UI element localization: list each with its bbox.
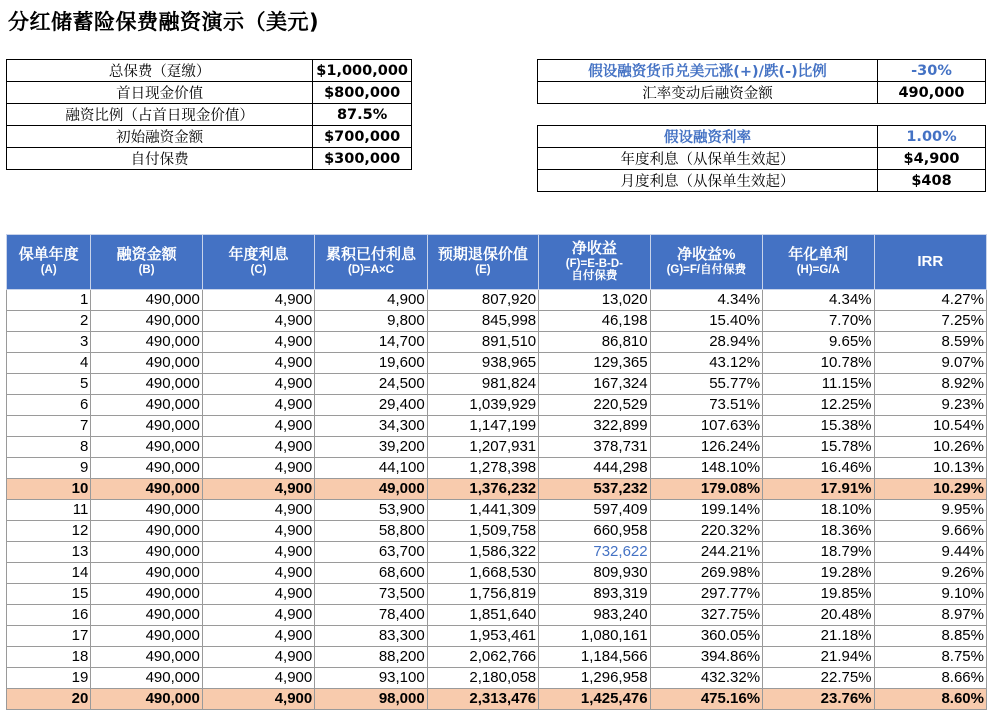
column-header — [202, 235, 314, 290]
summary-label: 总保费（趸缴） — [7, 60, 313, 82]
table-cell: 49,000 — [315, 479, 427, 500]
table-cell: 1,376,232 — [427, 479, 538, 500]
table-cell: 107.63% — [650, 416, 762, 437]
table-cell: 19.28% — [763, 563, 874, 584]
column-header-formula: (A) — [40, 263, 57, 276]
column-header-formula: (E) — [475, 263, 491, 276]
table-cell: 9.65% — [763, 332, 874, 353]
rate-row — [538, 126, 986, 148]
table-cell: 5 — [7, 374, 91, 395]
summary-row — [7, 148, 412, 170]
rate-assumption-table — [537, 125, 986, 192]
table-cell: 9.26% — [874, 563, 986, 584]
page-title: 分红储蓄险保费融资演示（美元) — [8, 10, 320, 34]
table-cell: 4.34% — [650, 290, 762, 311]
table-cell: 4,900 — [202, 332, 314, 353]
table-cell: 4,900 — [202, 626, 314, 647]
table-cell: 21.18% — [763, 626, 874, 647]
table-cell: 15 — [7, 584, 91, 605]
column-header-formula: (H)=G/A — [796, 263, 840, 276]
table-cell: 63,700 — [315, 542, 427, 563]
table-cell: 167,324 — [539, 374, 650, 395]
table-cell: 1,296,958 — [539, 668, 650, 689]
table-cell: 20 — [7, 689, 91, 710]
table-cell: 490,000 — [91, 290, 202, 311]
table-cell: 327.75% — [650, 605, 762, 626]
table-cell: 845,998 — [427, 311, 538, 332]
table-cell: 21.94% — [763, 647, 874, 668]
rate-value: $4,900 — [878, 148, 986, 170]
fx-value: 490,000 — [878, 82, 986, 104]
table-cell: 83,300 — [315, 626, 427, 647]
rate-label: 年度利息（从保单生效起） — [538, 148, 878, 170]
column-header — [539, 235, 650, 290]
table-cell: 29,400 — [315, 395, 427, 416]
table-cell: 17 — [7, 626, 91, 647]
table-cell: 490,000 — [91, 647, 202, 668]
rate-value: 1.00% — [878, 126, 986, 148]
table-cell: 126.24% — [650, 437, 762, 458]
table-cell: 10 — [7, 479, 91, 500]
column-header — [7, 235, 91, 290]
table-cell: 4,900 — [202, 374, 314, 395]
rate-row — [538, 148, 986, 170]
table-cell: 98,000 — [315, 689, 427, 710]
table-cell: 490,000 — [91, 374, 202, 395]
table-cell: 179.08% — [650, 479, 762, 500]
table-cell: 490,000 — [91, 437, 202, 458]
column-header-formula: (D)=A×C — [347, 263, 394, 276]
table-cell: 490,000 — [91, 458, 202, 479]
table-cell: 322,899 — [539, 416, 650, 437]
table-cell: 78,400 — [315, 605, 427, 626]
table-cell: 732,622 — [539, 542, 650, 563]
table-cell: 269.98% — [650, 563, 762, 584]
column-header-title: 年度利息 — [228, 246, 289, 264]
fx-row — [538, 82, 986, 104]
table-cell: 660,958 — [539, 521, 650, 542]
table-row — [7, 521, 987, 542]
table-row — [7, 353, 987, 374]
table-cell: 23.76% — [763, 689, 874, 710]
table-row — [7, 311, 987, 332]
table-cell: 9,800 — [315, 311, 427, 332]
table-cell: 244.21% — [650, 542, 762, 563]
table-cell: 490,000 — [91, 500, 202, 521]
table-cell: 15.78% — [763, 437, 874, 458]
rate-row — [538, 170, 986, 192]
table-cell: 490,000 — [91, 605, 202, 626]
table-cell: 88,200 — [315, 647, 427, 668]
table-cell: 360.05% — [650, 626, 762, 647]
table-cell: 220.32% — [650, 521, 762, 542]
table-cell: 10.78% — [763, 353, 874, 374]
table-cell: 73,500 — [315, 584, 427, 605]
table-cell: 16 — [7, 605, 91, 626]
table-cell: 18 — [7, 647, 91, 668]
table-cell: 8.97% — [874, 605, 986, 626]
fx-row — [538, 60, 986, 82]
column-header-title: 预期退保价值 — [437, 246, 528, 264]
fx-value: -30% — [878, 60, 986, 82]
table-cell: 4,900 — [315, 290, 427, 311]
table-cell: 1,278,398 — [427, 458, 538, 479]
table-row — [7, 437, 987, 458]
table-cell: 4,900 — [202, 290, 314, 311]
table-row — [7, 605, 987, 626]
table-row — [7, 647, 987, 668]
column-header — [427, 235, 538, 290]
summary-label: 首日现金价值 — [7, 82, 313, 104]
table-cell: 809,930 — [539, 563, 650, 584]
table-cell: 10.13% — [874, 458, 986, 479]
table-cell: 4,900 — [202, 437, 314, 458]
table-cell: 15.38% — [763, 416, 874, 437]
table-cell: 86,810 — [539, 332, 650, 353]
table-cell: 129,365 — [539, 353, 650, 374]
summary-label: 自付保费 — [7, 148, 313, 170]
table-row — [7, 542, 987, 563]
table-cell: 8.66% — [874, 668, 986, 689]
table-cell: 4,900 — [202, 479, 314, 500]
table-row — [7, 458, 987, 479]
table-cell: 981,824 — [427, 374, 538, 395]
table-cell: 378,731 — [539, 437, 650, 458]
table-cell: 4,900 — [202, 689, 314, 710]
table-cell: 17.91% — [763, 479, 874, 500]
table-cell: 14,700 — [315, 332, 427, 353]
table-cell: 490,000 — [91, 416, 202, 437]
table-cell: 1,668,530 — [427, 563, 538, 584]
summary-row — [7, 82, 412, 104]
table-cell: 4.27% — [874, 290, 986, 311]
table-cell: 13,020 — [539, 290, 650, 311]
table-cell: 9 — [7, 458, 91, 479]
table-cell: 46,198 — [539, 311, 650, 332]
summary-label: 初始融资金额 — [7, 126, 313, 148]
table-cell: 10.29% — [874, 479, 986, 500]
table-cell: 10.26% — [874, 437, 986, 458]
table-row — [7, 332, 987, 353]
table-cell: 199.14% — [650, 500, 762, 521]
table-cell: 597,409 — [539, 500, 650, 521]
table-cell: 1,953,461 — [427, 626, 538, 647]
table-row — [7, 689, 987, 710]
table-header-row — [7, 235, 987, 290]
table-cell: 9.66% — [874, 521, 986, 542]
table-row — [7, 374, 987, 395]
column-header — [650, 235, 762, 290]
table-row — [7, 395, 987, 416]
table-cell: 68,600 — [315, 563, 427, 584]
table-cell: 444,298 — [539, 458, 650, 479]
table-cell: 4,900 — [202, 605, 314, 626]
column-header-title: 累积已付利息 — [325, 246, 416, 264]
summary-row — [7, 126, 412, 148]
table-cell: 490,000 — [91, 479, 202, 500]
table-cell: 8.59% — [874, 332, 986, 353]
column-header-title: 融资金额 — [116, 246, 177, 264]
table-cell: 34,300 — [315, 416, 427, 437]
table-cell: 220,529 — [539, 395, 650, 416]
table-cell: 1,184,566 — [539, 647, 650, 668]
table-cell: 4,900 — [202, 521, 314, 542]
summary-value: $1,000,000 — [313, 60, 412, 82]
table-cell: 1,080,161 — [539, 626, 650, 647]
table-cell: 7.70% — [763, 311, 874, 332]
summary-value: $800,000 — [313, 82, 412, 104]
table-cell: 12 — [7, 521, 91, 542]
table-cell: 8.75% — [874, 647, 986, 668]
table-cell: 22.75% — [763, 668, 874, 689]
summary-row — [7, 60, 412, 82]
table-cell: 4,900 — [202, 563, 314, 584]
table-cell: 4,900 — [202, 500, 314, 521]
summary-value: $300,000 — [313, 148, 412, 170]
table-cell: 9.44% — [874, 542, 986, 563]
table-cell: 4,900 — [202, 458, 314, 479]
table-cell: 9.10% — [874, 584, 986, 605]
table-cell: 490,000 — [91, 626, 202, 647]
table-cell: 39,200 — [315, 437, 427, 458]
table-cell: 537,232 — [539, 479, 650, 500]
table-cell: 4,900 — [202, 668, 314, 689]
table-cell: 20.48% — [763, 605, 874, 626]
table-cell: 4,900 — [202, 353, 314, 374]
column-header-title: 保单年度 — [18, 246, 79, 264]
table-cell: 891,510 — [427, 332, 538, 353]
table-cell: 6 — [7, 395, 91, 416]
column-header — [315, 235, 427, 290]
table-cell: 73.51% — [650, 395, 762, 416]
table-cell: 53,900 — [315, 500, 427, 521]
summary-value: $700,000 — [313, 126, 412, 148]
table-cell: 8.60% — [874, 689, 986, 710]
fx-label: 汇率变动后融资金额 — [538, 82, 878, 104]
table-row — [7, 563, 987, 584]
table-cell: 18.10% — [763, 500, 874, 521]
table-cell: 44,100 — [315, 458, 427, 479]
table-cell: 807,920 — [427, 290, 538, 311]
rate-label: 月度利息（从保单生效起） — [538, 170, 878, 192]
table-row — [7, 584, 987, 605]
table-cell: 1,425,476 — [539, 689, 650, 710]
table-cell: 7.25% — [874, 311, 986, 332]
table-cell: 1,039,929 — [427, 395, 538, 416]
column-header-formula: (C) — [250, 263, 267, 276]
table-cell: 490,000 — [91, 521, 202, 542]
table-cell: 4,900 — [202, 542, 314, 563]
table-cell: 55.77% — [650, 374, 762, 395]
table-cell: 9.95% — [874, 500, 986, 521]
table-cell: 490,000 — [91, 689, 202, 710]
table-cell: 11 — [7, 500, 91, 521]
table-cell: 2,062,766 — [427, 647, 538, 668]
fx-label: 假设融资货币兑美元涨(+)/跌(-)比例 — [538, 60, 878, 82]
table-cell: 490,000 — [91, 542, 202, 563]
table-cell: 19.85% — [763, 584, 874, 605]
table-cell: 490,000 — [91, 353, 202, 374]
table-cell: 28.94% — [650, 332, 762, 353]
table-cell: 893,319 — [539, 584, 650, 605]
table-cell: 8.85% — [874, 626, 986, 647]
table-cell: 4,900 — [202, 647, 314, 668]
table-cell: 93,100 — [315, 668, 427, 689]
table-cell: 490,000 — [91, 395, 202, 416]
table-cell: 490,000 — [91, 311, 202, 332]
fx-assumption-table — [537, 59, 986, 104]
table-cell: 490,000 — [91, 584, 202, 605]
table-cell: 12.25% — [763, 395, 874, 416]
column-header-title: 年化单利 — [788, 246, 849, 264]
table-cell: 10.54% — [874, 416, 986, 437]
table-cell: 490,000 — [91, 563, 202, 584]
summary-label: 融资比例（占首日现金价值） — [7, 104, 313, 126]
table-cell: 7 — [7, 416, 91, 437]
column-header-formula: (F)=E-B-D- — [565, 257, 623, 270]
table-cell: 9.23% — [874, 395, 986, 416]
table-cell: 4.34% — [763, 290, 874, 311]
table-cell: 16.46% — [763, 458, 874, 479]
table-cell: 1,441,309 — [427, 500, 538, 521]
rate-label: 假设融资利率 — [538, 126, 878, 148]
summary-value: 87.5% — [313, 104, 412, 126]
table-cell: 4,900 — [202, 416, 314, 437]
table-cell: 490,000 — [91, 668, 202, 689]
column-header-title: 净收益 — [571, 240, 617, 258]
summary-row — [7, 104, 412, 126]
table-cell: 394.86% — [650, 647, 762, 668]
table-cell: 4,900 — [202, 395, 314, 416]
table-cell: 3 — [7, 332, 91, 353]
table-row — [7, 668, 987, 689]
summary-table — [6, 59, 412, 170]
table-cell: 2,180,058 — [427, 668, 538, 689]
table-row — [7, 416, 987, 437]
table-cell: 4,900 — [202, 584, 314, 605]
table-cell: 13 — [7, 542, 91, 563]
table-cell: 1,207,931 — [427, 437, 538, 458]
table-cell: 4,900 — [202, 311, 314, 332]
table-cell: 1 — [7, 290, 91, 311]
table-cell: 9.07% — [874, 353, 986, 374]
table-cell: 1,586,322 — [427, 542, 538, 563]
table-cell: 297.77% — [650, 584, 762, 605]
table-cell: 938,965 — [427, 353, 538, 374]
table-cell: 14 — [7, 563, 91, 584]
table-cell: 18.79% — [763, 542, 874, 563]
table-cell: 4 — [7, 353, 91, 374]
table-cell: 58,800 — [315, 521, 427, 542]
column-header — [91, 235, 202, 290]
table-cell: 24,500 — [315, 374, 427, 395]
table-cell: 983,240 — [539, 605, 650, 626]
table-cell: 11.15% — [763, 374, 874, 395]
table-cell: 2 — [7, 311, 91, 332]
table-cell: 8 — [7, 437, 91, 458]
table-cell: 19,600 — [315, 353, 427, 374]
table-row — [7, 290, 987, 311]
column-header-title: IRR — [917, 252, 944, 270]
table-cell: 1,756,819 — [427, 584, 538, 605]
column-header-title: 净收益% — [677, 246, 736, 264]
table-cell: 8.92% — [874, 374, 986, 395]
column-header — [874, 235, 986, 290]
table-row — [7, 626, 987, 647]
table-cell: 1,509,758 — [427, 521, 538, 542]
table-cell: 148.10% — [650, 458, 762, 479]
table-cell: 490,000 — [91, 332, 202, 353]
rate-value: $408 — [878, 170, 986, 192]
column-header — [763, 235, 874, 290]
table-cell: 2,313,476 — [427, 689, 538, 710]
column-header-formula: (B) — [138, 263, 155, 276]
column-header-formula: (G)=F/自付保费 — [666, 263, 747, 276]
table-cell: 432.32% — [650, 668, 762, 689]
column-header-formula: 自付保费 — [571, 270, 618, 283]
table-cell: 43.12% — [650, 353, 762, 374]
table-cell: 1,147,199 — [427, 416, 538, 437]
table-cell: 1,851,640 — [427, 605, 538, 626]
table-cell: 15.40% — [650, 311, 762, 332]
table-cell: 475.16% — [650, 689, 762, 710]
financing-schedule-table — [6, 234, 987, 710]
table-row — [7, 479, 987, 500]
table-cell: 19 — [7, 668, 91, 689]
table-cell: 18.36% — [763, 521, 874, 542]
table-row — [7, 500, 987, 521]
